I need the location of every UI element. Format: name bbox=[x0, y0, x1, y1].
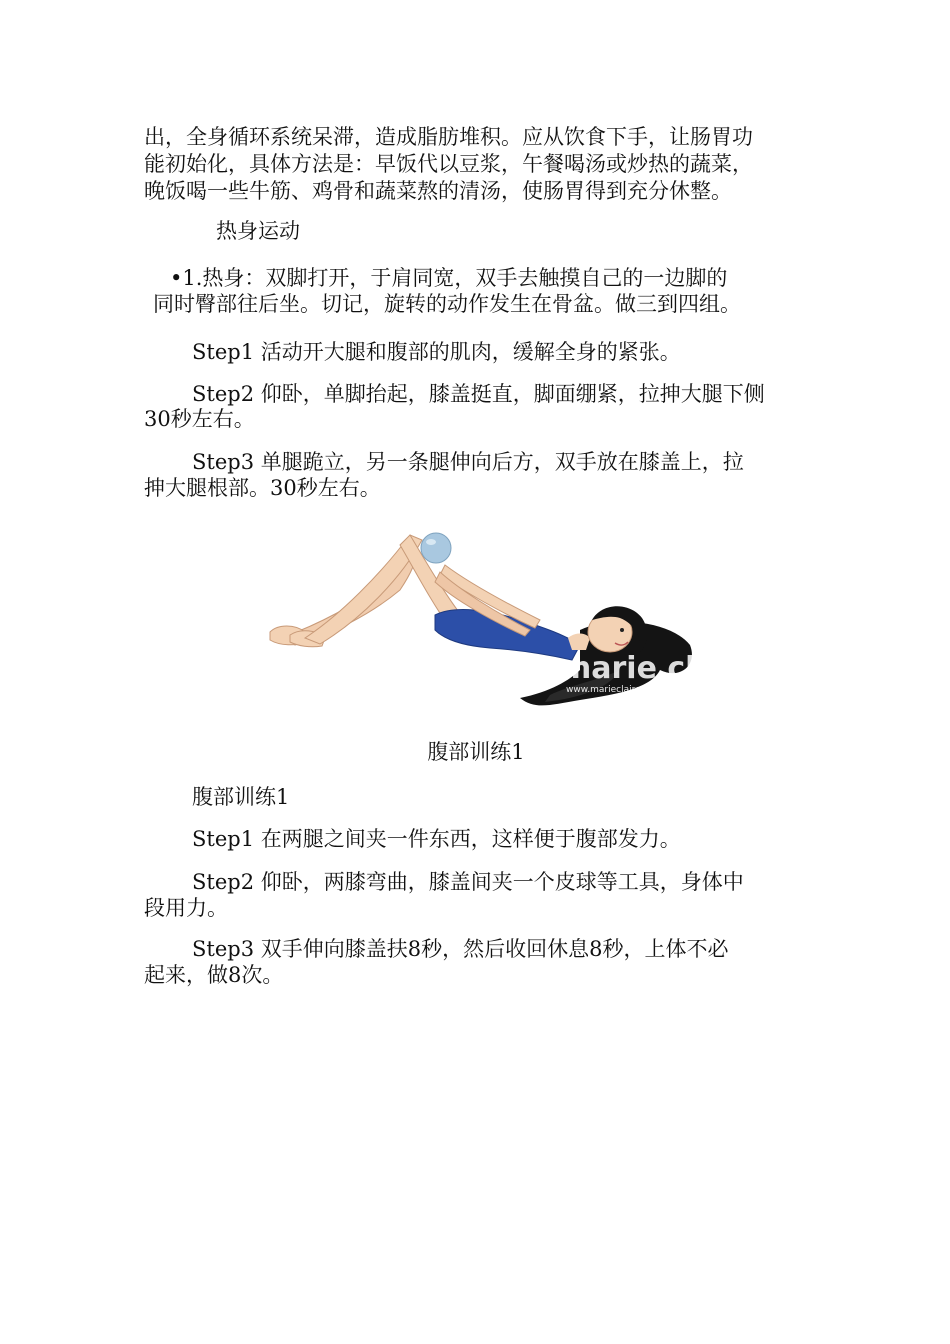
abs-step3-line-1: Step3 双手伸向膝盖扶8秒，然后收回休息8秒，上体不必 bbox=[192, 937, 729, 961]
warmup-step1: Step1 活动开大腿和腹部的肌肉，缓解全身的紧张。 bbox=[192, 340, 681, 364]
warmup-step2-line-2: 30秒左右。 bbox=[144, 407, 255, 431]
watermark-url: www.marieclairechina bbox=[566, 685, 666, 695]
exercise-illustration bbox=[250, 520, 762, 725]
abs-heading: 腹部训练1 bbox=[192, 785, 290, 809]
figure-caption: 腹部训练1 bbox=[427, 740, 525, 764]
intro-line-2: 能初始化，具体方法是：早饭代以豆浆，午餐喝汤或炒热的蔬菜， bbox=[144, 152, 753, 176]
abs-step3-line-2: 起来，做8次。 bbox=[144, 963, 284, 987]
abs-step1: Step1 在两腿之间夹一件东西，这样便于腹部发力。 bbox=[192, 827, 681, 851]
warmup-bullet-line-2: 同时臀部往后坐。切记，旋转的动作发生在骨盆。做三到四组。 bbox=[153, 292, 741, 316]
warmup-bullet-line-1: •1.热身：双脚打开，于肩同宽，双手去触摸自己的一边脚的 bbox=[170, 266, 728, 290]
warmup-step3-line-1: Step3 单腿跪立，另一条腿伸向后方，双手放在膝盖上，拉 bbox=[192, 450, 744, 474]
warmup-step2-line-1: Step2 仰卧，单脚抬起，膝盖挺直，脚面绷紧，拉抻大腿下侧 bbox=[192, 382, 765, 406]
intro-line-3: 晚饭喝一些牛筋、鸡骨和蔬菜熬的清汤，使肠胃得到充分休整。 bbox=[144, 179, 732, 203]
abs-step2-line-2: 段用力。 bbox=[144, 896, 228, 920]
intro-line-1: 出，全身循环系统呆滞，造成脂肪堆积。应从饮食下手，让肠胃功 bbox=[144, 125, 753, 149]
abs-step2-line-1: Step2 仰卧，两膝弯曲，膝盖间夹一个皮球等工具，身体中 bbox=[192, 870, 744, 894]
warmup-step3-line-2: 抻大腿根部。30秒左右。 bbox=[144, 476, 381, 500]
exercise-ball bbox=[421, 533, 451, 563]
swimsuit-torso bbox=[435, 610, 580, 660]
warmup-heading: 热身运动 bbox=[216, 219, 300, 243]
watermark-brand: marie claire bbox=[560, 651, 762, 686]
